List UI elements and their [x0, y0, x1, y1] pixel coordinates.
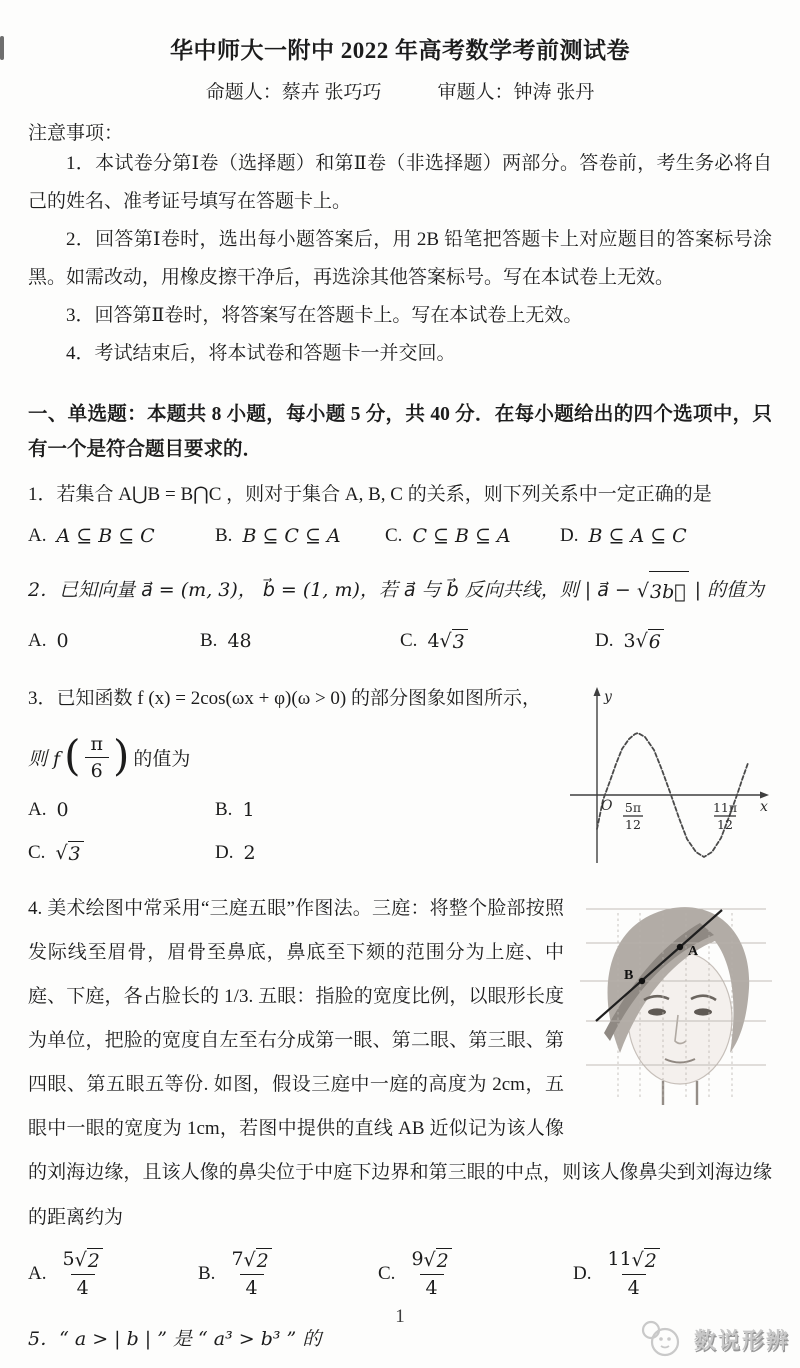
- radical: √ 3b⃗: [637, 571, 689, 613]
- question-4-stem: 4. 美术绘图中常采用“三庭五眼”作图法。三庭：将整个脸部按照发际线至眉骨，眉骨至鼻底，鼻底至下颏的范围分为上庭、中庭、下庭，各占脸长的 1/3. 五眼：指脸的宽度比例，以眼形长度为单位，把脸的宽度自左至右分成第一眼、第二眼、第三眼、第四眼、第五眼五等份. 如图，假设三庭中一庭的高度为 2cm，五眼中一眼的宽度为 1cm，若图中提供的直线 AB 近似记为该人像的刘海边缘，且该人像的鼻尖位于中庭下边界和第三眼的中点，则该人像鼻尖到刘海边缘的距离约为: [28, 897, 772, 1228]
- watermark-text: 数说形辨: [693, 1327, 790, 1353]
- svg-text:12: 12: [625, 816, 641, 832]
- origin-label: O: [601, 797, 613, 814]
- svg-text:5π: 5π: [624, 799, 642, 815]
- option: A. 5 √ 2 4: [28, 1248, 198, 1301]
- reviewer-label: 审题人：钟涛 张丹: [437, 82, 595, 103]
- question-3-options-row2: [28, 841, 448, 865]
- option: B. 48: [200, 629, 252, 652]
- tick-5pi-12: [623, 800, 643, 832]
- question-4-options: [28, 1248, 772, 1301]
- radical: √ 6: [636, 629, 664, 653]
- question-1-options: [28, 525, 772, 547]
- tick-11pi-12: [713, 800, 737, 832]
- page-number: 1: [395, 1306, 405, 1327]
- fraction: 9 √ 2 4: [405, 1248, 457, 1301]
- svg-text:12: 12: [717, 816, 733, 832]
- x-axis-label: x: [760, 798, 768, 815]
- question-5-stem: 5．“ a > | b | ” 是 “ a³ > b³ ” 的: [28, 1328, 322, 1351]
- radical: √ 2: [424, 1248, 452, 1273]
- radical: √ 2: [75, 1248, 103, 1273]
- y-axis-arrow-icon: [594, 687, 601, 696]
- option: A. 0: [28, 629, 69, 652]
- question-2: [28, 571, 772, 653]
- point-b-dot: [639, 978, 645, 984]
- option: D. 11 √ 2 4: [573, 1248, 772, 1301]
- notice-list: [28, 145, 772, 373]
- option: C. 4 √ 3: [400, 629, 595, 653]
- question-3-stem: 3．已知函数 f (x) = 2cos(ωx + φ)(ω > 0) 的部分图象如图所示，: [28, 687, 541, 709]
- option: B. B ⊆ C ⊆ A: [215, 525, 341, 548]
- proposer-label: 命题人：蔡卉 张巧巧: [205, 82, 382, 103]
- option: B. 7 √ 2 4: [198, 1248, 378, 1301]
- section-heading: 一、单选题：本题共 8 小题，每小题 5 分，共 40 分．在每小题给出的四个选项中，只有一个是符合题目要求的．: [28, 404, 772, 461]
- trig-function-graph: [567, 683, 772, 869]
- radical: √ 2: [632, 1248, 660, 1273]
- option: C. 9 √ 2 4: [378, 1248, 573, 1301]
- question-1-stem: 1．若集合 A⋃B = B⋂C ，则对于集合 A, B, C 的关系，则下列关系中一定正确的是: [28, 484, 712, 506]
- question-3-options-row1: [28, 799, 448, 821]
- question-2-stem: 2．已知向量 a⃗ = (m, 3)， b⃗ = (1, m)，若 a⃗ 与 b⃗ 反向共线，则 | a⃗ − √ 3b⃗ | 的值为: [28, 571, 772, 613]
- question-3-stem-line2: 则 f ( $\frac{\pi}{6}$ ) 的值为: [28, 730, 191, 783]
- fraction: 7 √ 2 4: [225, 1248, 277, 1301]
- question-1: [28, 475, 772, 547]
- notice-item: 1．本试卷分第Ⅰ卷（选择题）和第Ⅱ卷（非选择题）两部分。答卷前，考生务必将自己的姓名、准考证号填写在答题卡上。: [28, 153, 772, 212]
- option: C. C ⊆ B ⊆ A: [385, 525, 511, 548]
- x-axis-arrow-icon: [760, 791, 769, 798]
- question-2-options: [28, 629, 772, 653]
- scan-artifact: [0, 36, 4, 60]
- pi-over-6-fraction: $\frac{\pi}{6}$: [84, 733, 109, 784]
- fraction: 5 √ 2 4: [56, 1248, 108, 1301]
- watermark: [638, 1318, 790, 1360]
- option: D. 3 √ 6: [595, 629, 772, 653]
- notice-title: 注意事项：: [28, 123, 124, 144]
- radical: √ 2: [244, 1248, 272, 1273]
- watermark-logo-icon: [638, 1318, 684, 1360]
- exam-subtitle: [28, 77, 772, 104]
- option: A. 0: [28, 798, 69, 821]
- fraction: 11 √ 2 4: [601, 1248, 665, 1301]
- notice-item: 4．考试结束后，将本试卷和答题卡一并交回。: [66, 343, 456, 364]
- radical: √ 3: [55, 841, 83, 865]
- option: B. 1: [215, 798, 255, 821]
- question-4: [28, 887, 772, 1300]
- option: C. √ 3: [28, 841, 215, 865]
- radical: √ 3: [440, 629, 468, 653]
- option: A. A ⊆ B ⊆ C: [28, 525, 155, 548]
- point-a-label: A: [688, 943, 699, 959]
- svg-text:11π: 11π: [712, 799, 738, 815]
- notice-item: 3．回答第Ⅱ卷时，将答案写在答题卡上。写在本试卷上无效。: [66, 305, 583, 326]
- point-b-label: B: [624, 967, 634, 983]
- point-a-dot: [677, 944, 683, 950]
- question-3: [28, 679, 772, 869]
- face-proportion-figure: [580, 893, 772, 1105]
- y-axis-label: y: [604, 688, 612, 705]
- notice-item: 2．回答第Ⅰ卷时，选出每小题答案后，用 2B 铅笔把答题卡上对应题目的答案标号涂黑。如需改动，用橡皮擦干净后，再选涂其他答案标号。写在本试卷上无效。: [28, 229, 772, 288]
- exam-title: 华中师大一附中 2022 年高考数学考前测试卷: [170, 38, 630, 63]
- option: D. B ⊆ A ⊆ C: [560, 525, 687, 548]
- option: D. 2: [215, 841, 256, 864]
